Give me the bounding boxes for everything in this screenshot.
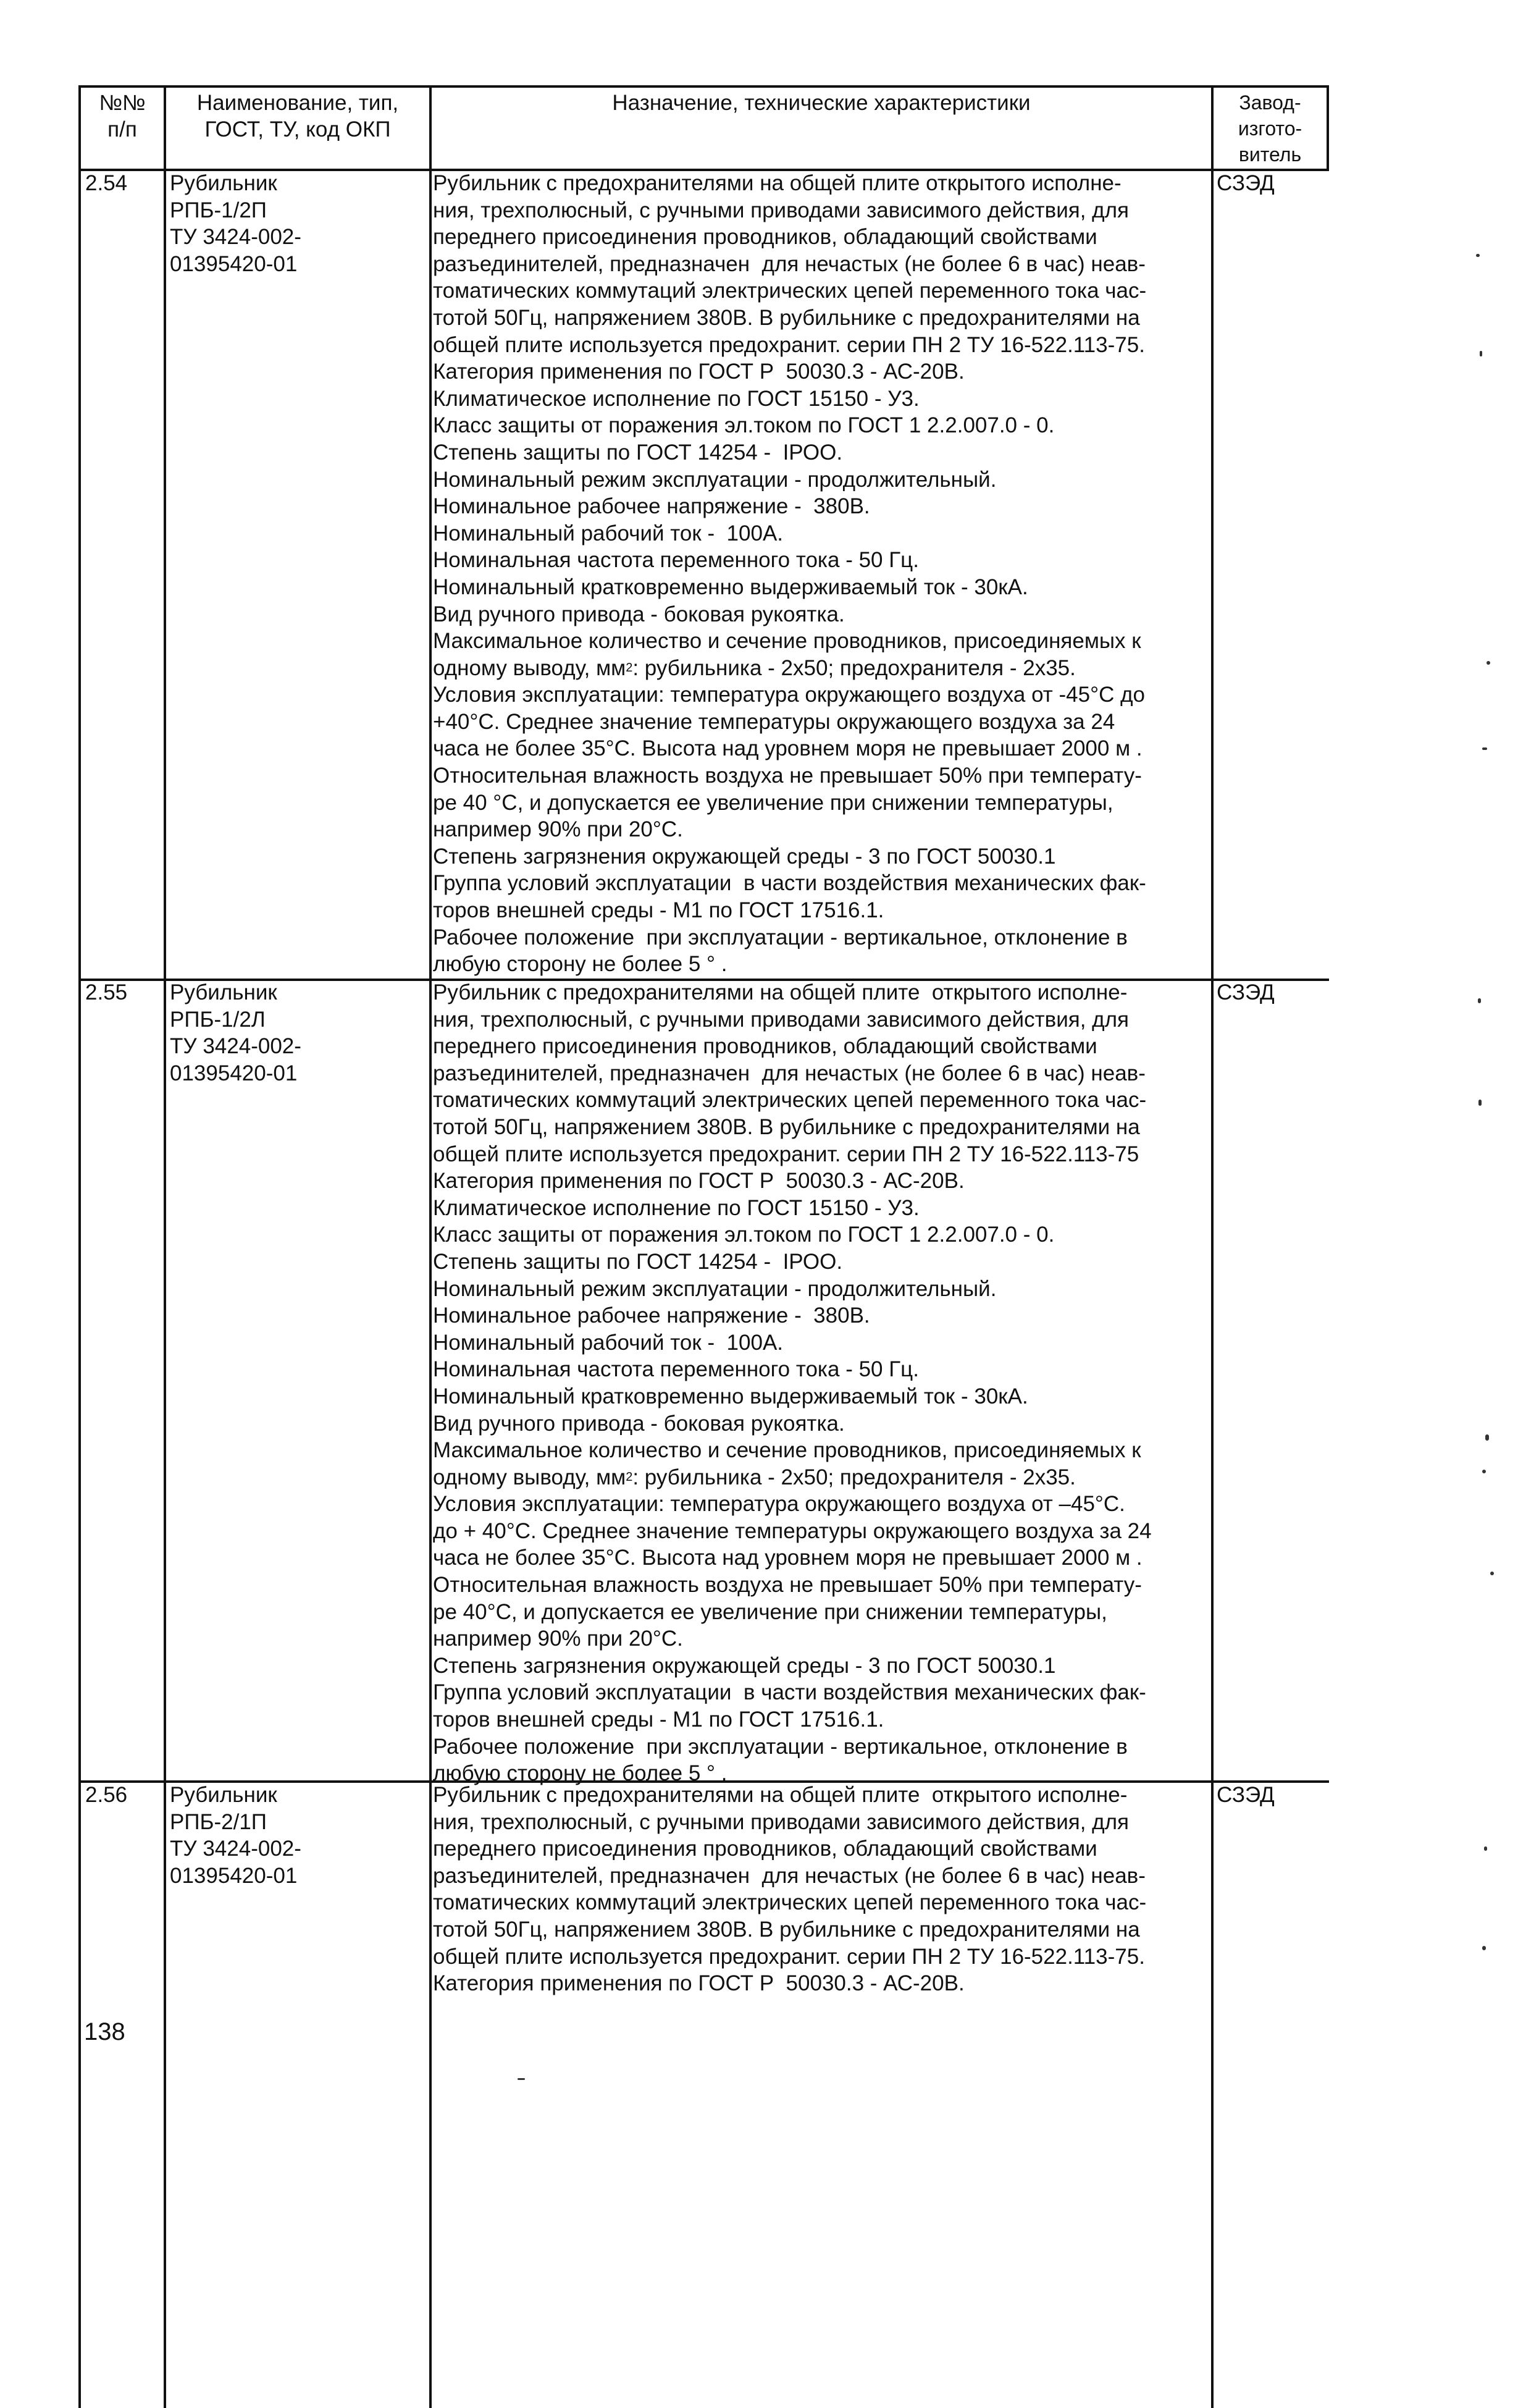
row-2-55-desc: Рубильник с предохранителями на общей плите открытого исполне- ния, трехполюсный, с ручными приводами зависимого действия, для переднего присоединения проводников, обладающий свойствами разъединителей, предназначен для нечастых (не более 6 в час) неав- томатических коммутаций электрических цепей переменного тока час- тотой 50Гц, напряжением 380В. В рубильнике с предохранителями на общей плите используется предохранит. серии ПН 2 ТУ 16-522.113-75 Категория применения по ГОСТ Р 50030.3 - АС-20В. Климатическое исполнение по ГОСТ 15150 - У3. Класс защиты от поражения эл.током по ГОСТ 1 2.2.007.0 - 0. Степень защиты по ГОСТ 14254 - IРОО. Номинальный режим эксплуатации - продолжительный. Номинальное рабочее напряжение - 380В. Номинальный рабочий ток - 100А. Номинальная частота переменного тока - 50 Гц. Номинальный кратковременно выдерживаемый ток - 30кА. Вид ручного привода - боковая рукоятка. Максимальное количество и сечение проводников, присоединяемых к одному выводу, $мм^2$: рубильника - 2х50; предохранителя - 2х35. Условия эксплуатации: температура окружающего воздуха от –45°С. до + 40°С. Среднее значение температуры окружающего воздуха за 24 часа не более 35°С. Высота над уровнем моря не превышает 2000 м . Относительная влажность воздуха не превышает 50% при температу- ре 40°С, и допускается ее увеличение при снижении температуры, например 90% при 20°С. Степень загрязнения окружающей среды - 3 по ГОСТ 50030.1 Группа условий эксплуатации в части воздействия механических фак- торов внешней среды - М1 по ГОСТ 17516.1. Рабочее положение при эксплуатации - вертикальное, отклонение в любую сторону не более 5 ° .: [433, 980, 1152, 1786]
row-2-56-maker: СЗЭД: [1217, 1783, 1275, 1807]
rule-top: [78, 85, 1329, 88]
rule-col2: [429, 85, 432, 2408]
scan-speck: [1482, 747, 1487, 750]
scan-speck: [1482, 1470, 1486, 1473]
row-2-55-num: 2.55: [85, 980, 128, 1004]
row-2-56-desc: Рубильник с предохранителями на общей плите открытого исполне- ния, трехполюсный, с ручными приводами зависимого действия, для переднего присоединения проводников, обладающий свойствами разъединителей, предназначен для нечастых (не более 6 в час) неав- томатических коммутаций электрических цепей переменного тока час- тотой 50Гц, напряжением 380В. В рубильнике с предохранителями на общей плите используется предохранит. серии ПН 2 ТУ 16-522.113-75. Категория применения по ГОСТ Р 50030.3 - АС-20В.: [433, 1783, 1147, 1996]
scan-speck: [518, 2078, 525, 2080]
scan-speck: [1480, 351, 1482, 356]
page-number: 138: [84, 2018, 125, 2045]
rule-col3: [1211, 85, 1214, 2408]
row-2-54-name: Рубильник РПБ-1/2П ТУ 3424-002- 01395420-01: [170, 171, 301, 276]
scan-speck: [1478, 998, 1481, 1003]
scan-speck: [1478, 1100, 1482, 1106]
header-name: Наименование, тип, ГОСТ, ТУ, код ОКП: [196, 91, 399, 141]
scan-speck: [1482, 1946, 1486, 1950]
rule-right: [1327, 85, 1329, 169]
rule-left: [78, 85, 81, 2408]
rule-col1: [164, 85, 166, 2408]
scan-speck: [1487, 661, 1490, 665]
row-2-54-desc: Рубильник с предохранителями на общей плите открытого исполне- ния, трехполюсный, с ручными приводами зависимого действия, для переднего присоединения проводников, обладающий свойствами разъединителей, предназначен для нечастых (не более 6 в час) неав- томатических коммутаций электрических цепей переменного тока час- тотой 50Гц, напряжением 380В. В рубильнике с предохранителями на общей плите используется предохранит. серии ПН 2 ТУ 16-522.113-75. Категория применения по ГОСТ Р 50030.3 - АС-20В. Климатическое исполнение по ГОСТ 15150 - У3. Класс защиты от поражения эл.током по ГОСТ 1 2.2.007.0 - 0. Степень защиты по ГОСТ 14254 - IРОО. Номинальный режим эксплуатации - продолжительный. Номинальное рабочее напряжение - 380В. Номинальный рабочий ток - 100А. Номинальная частота переменного тока - 50 Гц. Номинальный кратковременно выдерживаемый ток - 30кА. Вид ручного привода - боковая рукоятка. Максимальное количество и сечение проводников, присоединяемых к одному выводу, $мм^2$: рубильника - 2х50; предохранителя - 2х35. Условия эксплуатации: температура окружающего воздуха от -45°С до +40°С. Среднее значение температуры окружающего воздуха за 24 часа не более 35°С. Высота над уровнем моря не превышает 2000 м . Относительная влажность воздуха не превышает 50% при температу- ре 40 °С, и допускается ее увеличение при снижении температуры, например 90% при 20°С. Степень загрязнения окружающей среды - 3 по ГОСТ 50030.1 Группа условий эксплуатации в части воздействия механических фак- торов внешней среды - М1 по ГОСТ 17516.1. Рабочее положение при эксплуатации - вертикальное, отклонение в любую сторону не более 5 ° .: [433, 171, 1147, 977]
row-2-56-num: 2.56: [85, 1783, 128, 1807]
header-num: №№ п/п: [99, 91, 146, 141]
row-2-54-maker: СЗЭД: [1217, 171, 1275, 195]
row-2-54-num: 2.54: [85, 171, 128, 195]
row-2-56-name: Рубильник РПБ-2/1П ТУ 3424-002- 01395420-01: [170, 1783, 301, 1888]
scan-speck: [1485, 1434, 1489, 1441]
header-desc: Назначение, технические характеристики: [612, 91, 1031, 115]
header-maker: Завод- изгото- витель: [1238, 91, 1302, 166]
scan-speck: [1490, 1572, 1494, 1575]
row-2-55-name: Рубильник РПБ-1/2Л ТУ 3424-002- 01395420-01: [170, 980, 301, 1085]
scan-speck: [1484, 1846, 1487, 1851]
scan-speck: [1476, 254, 1480, 257]
row-2-55-maker: СЗЭД: [1217, 980, 1275, 1004]
